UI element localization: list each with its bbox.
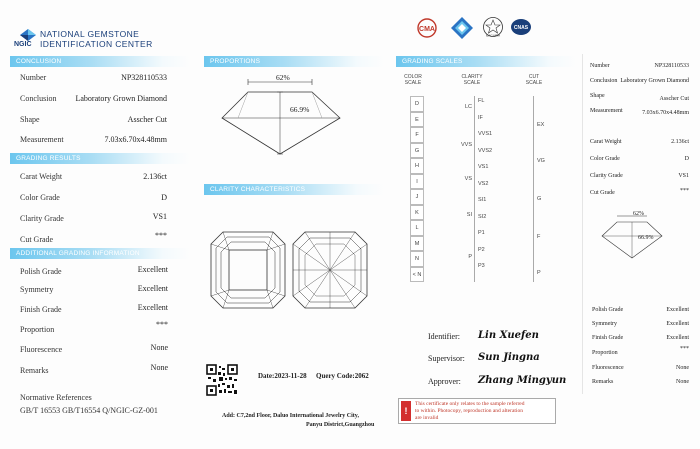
cnas-mark [510,17,532,37]
stub-symmetry-label: Symmetry [592,321,617,327]
stub-finish-label: Finish Grade [592,335,624,341]
color-grade-cell: G [410,143,424,159]
stub-clarity-value: VS1 [678,173,689,179]
clarity-band-label: CLARITY CHARACTERISTICS [210,186,306,193]
supervisor-signature: Sun Jingna [478,352,540,363]
color-label: Color Grade [20,193,60,202]
grading-result-band-label: GRADING RESULTS [16,155,81,162]
number-value: NP328110533 [121,73,167,82]
query-code: Query Code:2062 [316,372,369,380]
carat-value: 2.136ct [143,172,167,181]
disclaimer-line3: are invalid [415,415,439,421]
symmetry-value: Excellent [137,284,168,293]
approver-label: Approver: [428,377,461,386]
cut-grade-label: G [537,196,542,202]
shape-label: Shape [20,115,40,124]
fluorescence-label: Fluorescence [20,345,63,354]
identifier-signature: Lin Xuefen [478,330,539,341]
header-title-line2: IDENTIFICATION CENTER [40,39,153,49]
stub-number-label: Number [590,63,610,69]
conclusion-band-label: CONCLUSION [16,58,62,65]
stub-proportion-value: *** [680,346,689,352]
proportion-value: *** [156,320,168,329]
logo-text: NGIC [14,41,32,48]
color-scale [410,96,424,282]
clarity-grade-label: SI1 [478,197,487,203]
issue-date: Date:2023-11-28 [258,372,307,380]
stub-finish-value: Excellent [666,335,689,341]
stub-color-label: Color Grade [590,156,620,162]
cut-grade-label: F [537,234,541,240]
ilac-seal-icon [482,16,504,38]
measurement-value: 7.03x6.70x4.48mm [104,135,167,144]
proportion-label: Proportion [20,325,55,334]
color-value: D [161,193,167,202]
polish-label: Polish Grade [20,267,62,276]
normative-label: Normative References [20,393,92,402]
cut-scale [530,96,554,282]
grading-scales-band [396,56,576,67]
cut-scale-header: CUT SCALE [525,74,543,86]
approver-signature: Zhang Mingyun [478,375,567,386]
cma-mark [416,17,438,39]
stub-remarks-label: Remarks [592,379,614,385]
diamond-badge-icon [450,16,474,40]
ilac-mark [482,16,504,38]
grading-scales-band-label: GRADING SCALES [402,58,463,65]
identifier-label: Identifier: [428,332,460,341]
stub-conclusion-value: Laboratory Grown Diamond [620,78,689,84]
address-line2: Panyu District,Guangzhou [306,422,375,428]
color-grade-cell: D [410,96,424,112]
conclusion-value: Laboratory Grown Diamond [75,94,167,103]
grading-result-band [10,153,190,164]
clarity-value: VS1 [152,212,167,221]
clarity-group-label: SI [466,212,472,218]
remarks-value: None [150,363,168,372]
measurement-label: Measurement [20,135,64,144]
proportions-diagram [218,76,344,158]
stub-cut-label: Cut Grade [590,190,615,196]
color-grade-cell: K [410,205,424,221]
warning-icon: ! [401,401,411,421]
stub-fluorescence-value: None [676,365,689,371]
supervisor-label: Supervisor: [428,354,465,363]
color-grade-cell: L [410,220,424,236]
conclusion-label: Conclusion [20,94,57,103]
header-title-line1: NATIONAL GEMSTONE [40,29,140,39]
color-scale-header: COLOR SCALE [404,74,422,86]
polish-value: Excellent [137,265,168,274]
clarity-grade-label: VS1 [478,164,489,170]
clarity-grade-label: P1 [478,230,485,236]
crown-view-diagram [209,230,287,310]
additional-band [10,248,190,259]
disclaimer-line1: This certificate only relates to the sample referred [415,401,525,407]
clarity-grade-label: VVS1 [478,131,493,137]
clarity-grade-label: SI2 [478,213,487,220]
fluorescence-value: None [150,343,168,352]
color-grade-cell: H [410,158,424,174]
clarity-grade-label: VS2 [478,180,489,187]
clarity-group-label: VVS [460,142,472,148]
stub-table-percent: 62% [633,211,644,217]
clarity-grade-label: P3 [478,263,485,269]
color-grade-cell: M [410,236,424,252]
stub-clarity-label: Clarity Grade [590,173,623,179]
disclaimer-box [398,398,556,424]
stub-measurement-label: Measurement [590,108,623,114]
stub-fluorescence-label: Fluorescence [592,365,624,371]
remarks-label: Remarks [20,366,49,375]
cma-seal-icon [416,17,438,39]
clarity-grade-label: FL [478,98,485,104]
color-grade-cell: I [410,174,424,190]
cut-value: *** [155,231,167,240]
address-line1: Add: C7,2nd Floor, Daluo International Jewelry City, [222,413,359,419]
proportions-band-label: PROPORTIONS [210,58,261,65]
stub-cut-value: *** [680,188,689,194]
stub-conclusion-label: Conclusion [590,78,618,84]
qr-code [206,364,238,396]
carat-label: Carat Weight [20,172,63,181]
cut-label: Cut Grade [20,235,54,244]
clarity-label: Clarity Grade [20,214,64,223]
symmetry-label: Symmetry [20,285,54,294]
clarity-grade-label: IF [478,114,483,121]
stub-polish-label: Polish Grade [592,307,624,313]
disclaimer-line2: to within. Photocopy, reproduction and alteration [415,408,523,414]
clarity-scale-header: CLARITY SCALE [461,74,483,86]
clarity-grade-label: VVS2 [478,147,493,154]
finish-label: Finish Grade [20,305,62,314]
stub-depth-percent: 66.9% [638,235,654,241]
stub-color-value: D [684,156,689,162]
cnas-diamond-mark [450,16,474,40]
color-grade-cell: < N [410,267,424,283]
number-label: Number [20,73,47,82]
stub-symmetry-value: Excellent [666,321,689,327]
stub-divider [582,54,583,394]
table-percent: 62% [276,73,290,82]
depth-percent: 66.9% [290,105,310,114]
color-grade-cell: E [410,112,424,128]
color-grade-cell: F [410,127,424,143]
additional-band-label: ADDITIONAL GRADING INFORMATION [16,250,140,257]
stub-polish-value: Excellent [666,307,689,313]
stub-measurement-value: 7.03x6.70x4.48mm [642,110,689,116]
cut-grade-label: P [537,270,541,276]
cnas-oval-icon [510,17,532,37]
pavilion-view-diagram [291,230,369,310]
normative-value: GB/T 16553 GB/T16554 Q/NGIC-GZ-001 [20,406,158,415]
cnas-mark-text: CNAS [513,25,529,31]
stub-remarks-value: None [676,379,689,385]
stub-proportions-diagram [600,212,664,260]
stub-proportion-label: Proportion [592,350,618,356]
clarity-group-label: P [468,254,472,260]
cma-mark-text: CMA [419,26,435,33]
cut-grade-label: VG [537,158,545,164]
stub-carat-label: Carat Weight [590,139,622,145]
cut-grade-label: EX [537,122,545,128]
stub-number-value: NP328110533 [654,63,689,69]
stub-carat-value: 2.136ct [671,139,689,145]
stub-shape-value: Asscher Cut [659,96,689,102]
conclusion-band [10,56,190,67]
stub-shape-label: Shape [590,93,605,99]
finish-value: Excellent [137,303,168,312]
clarity-band [204,184,384,195]
clarity-group-label: VS [464,176,472,182]
color-grade-cell: J [410,189,424,205]
color-grade-cell: N [410,251,424,267]
clarity-scale [456,96,506,282]
shape-value: Asscher Cut [127,115,167,124]
clarity-grade-label: P2 [478,246,485,253]
ilac-mark-text: ILAC-MRA [485,33,501,38]
proportions-band [204,56,384,67]
clarity-group-label: LC [464,104,472,110]
